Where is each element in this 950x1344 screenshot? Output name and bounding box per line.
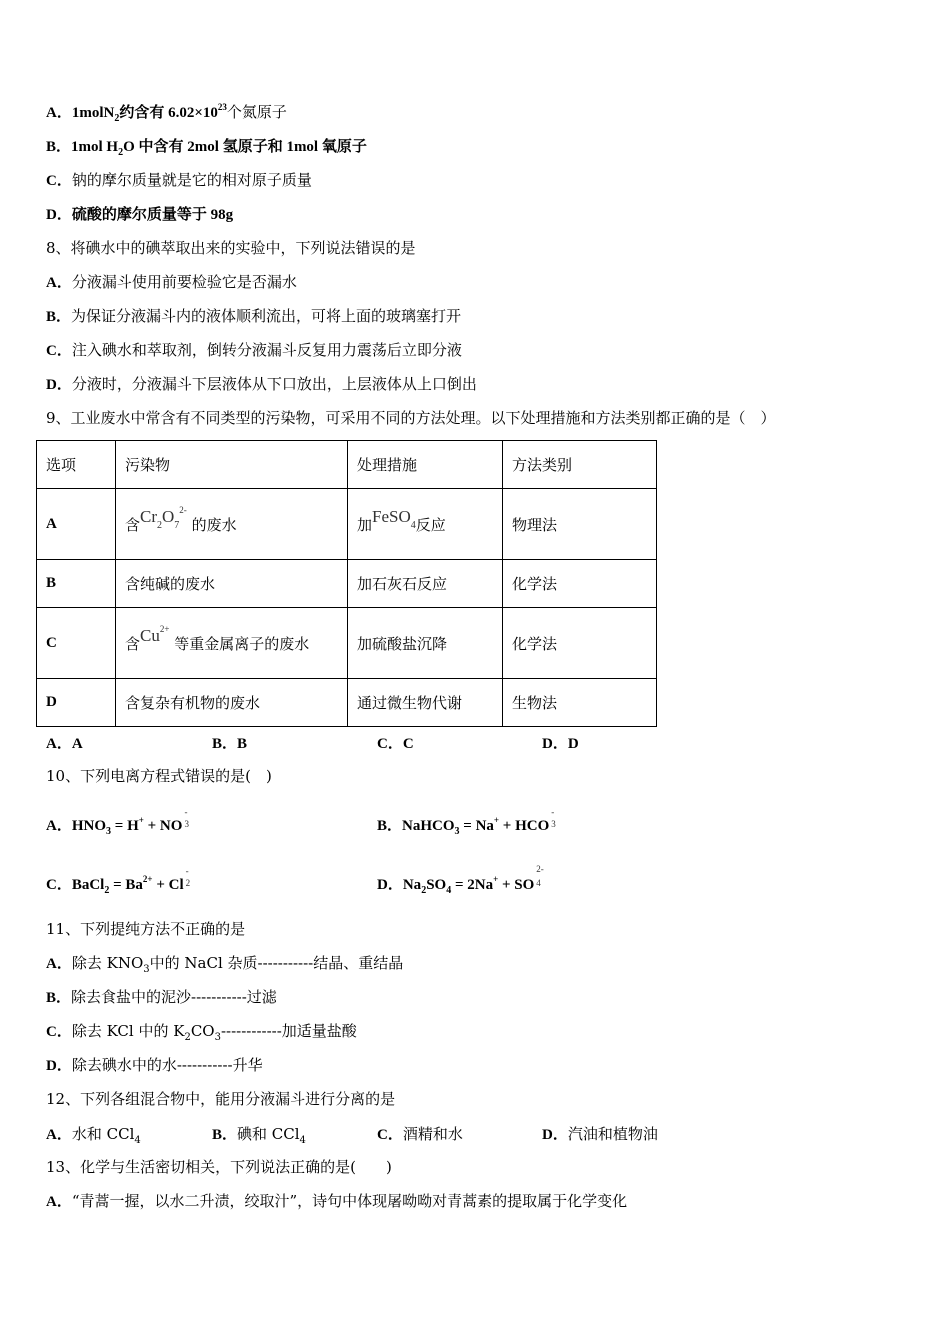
q9-option-c: C．C bbox=[377, 736, 414, 752]
q8-option-a: A．分液漏斗使用前要检验它是否漏水 bbox=[46, 273, 297, 291]
q10-option-a: A．$HNO_3 = H^+$ + NO - 3 bbox=[46, 807, 189, 837]
q10-option-b: B．NaHCO$_3$ = Na+ + HCO - 3 bbox=[377, 807, 556, 837]
method-cell: 物理法 bbox=[503, 489, 657, 560]
q10-option-c: C．BaCl$_2$ = $Ba^{2+} + Cl$ - 2 bbox=[46, 866, 191, 896]
pollutant-cell: 含$Cu^{2+}$ 等重金属离子的废水 bbox=[116, 608, 348, 679]
option-cell: C bbox=[37, 608, 116, 679]
treatment-cell: 通过微生物代谢 bbox=[348, 679, 503, 727]
q9-stem: 9、工业废水中常含有不同类型的污染物，可采用不同的方法处理。以下处理措施和方法类别都正确的是（ ） bbox=[46, 409, 776, 427]
q11-option-c: C．除去 KCl 中的 $K_2CO_3------------$加适量盐酸 bbox=[46, 1022, 357, 1043]
table-header-row bbox=[37, 441, 657, 489]
q10-stem: 10、下列电离方程式错误的是( ) bbox=[46, 767, 272, 785]
header-cell: 方法类别 bbox=[503, 441, 657, 489]
q8-option-d: D．分液时，分液漏斗下层液体从下口放出，上层液体从上口倒出 bbox=[46, 375, 477, 393]
header-cell: 污染物 bbox=[116, 441, 348, 489]
option-cell: B bbox=[37, 560, 116, 608]
q9-option-d: D．D bbox=[542, 736, 579, 752]
option-cell: D bbox=[37, 679, 116, 727]
method-cell: 化学法 bbox=[503, 560, 657, 608]
method-cell: 化学法 bbox=[503, 608, 657, 679]
treatment-cell: 加FeSO$_4$反应 bbox=[348, 489, 503, 560]
q7-option-a: A．1molN$_2$约含有 $6.02\times 10^{23}$个氮原子 bbox=[46, 102, 287, 124]
method-cell: 生物法 bbox=[503, 679, 657, 727]
table-row bbox=[37, 489, 657, 560]
q7-option-b: B．1mol $H_2O$ 中含有 2mol 氢原子和 1mol 氧原子 bbox=[46, 139, 367, 158]
q8-option-b: B．为保证分液漏斗内的液体顺利流出，可将上面的玻璃塞打开 bbox=[46, 307, 462, 325]
q12-option-b: B．碘和 CCl$_4$ bbox=[212, 1125, 306, 1146]
feso4-formula: FeSO$_4$ bbox=[372, 506, 416, 531]
treatment-cell: 加石灰石反应 bbox=[348, 560, 503, 608]
header-cell: 选项 bbox=[37, 441, 116, 489]
q12-option-c: C．酒精和水 bbox=[377, 1125, 463, 1143]
q11-stem: 11、下列提纯方法不正确的是 bbox=[46, 920, 246, 938]
q7-option-d: D．硫酸的摩尔质量等于 98g bbox=[46, 207, 234, 223]
q13-option-a: A．“青蒿一握，以水二升渍，绞取汁”，诗句中体现屠呦呦对青蒿素的提取属于化学变化 bbox=[46, 1192, 628, 1210]
q9-table bbox=[36, 440, 657, 727]
q13-stem: 13、化学与生活密切相关，下列说法正确的是( ) bbox=[46, 1158, 392, 1176]
q11-option-a: A．除去 $KNO_3$中的 NaCl 杂质-----------结晶、重结晶 bbox=[46, 954, 404, 975]
copper-ion: $Cu^{2+}$ bbox=[140, 623, 170, 645]
table-row bbox=[37, 679, 657, 727]
pollutant-cell: 含复杂有机物的废水 bbox=[116, 679, 348, 727]
q11-option-b: B．除去食盐中的泥沙-----------过滤 bbox=[46, 988, 277, 1006]
q8-option-c: C．注入碘水和萃取剂，倒转分液漏斗反复用力震荡后立即分液 bbox=[46, 341, 462, 359]
q12-option-a: A．水和 CCl$_4$ bbox=[46, 1125, 141, 1146]
pollutant-cell: 含纯碱的废水 bbox=[116, 560, 348, 608]
treatment-cell: 加硫酸盐沉降 bbox=[348, 608, 503, 679]
q9-option-a: A．A bbox=[46, 736, 83, 752]
q12-option-d: D．汽油和植物油 bbox=[542, 1125, 658, 1143]
header-cell: 处理措施 bbox=[348, 441, 503, 489]
q12-stem: 12、下列各组混合物中，能用分液漏斗进行分离的是 bbox=[46, 1090, 396, 1108]
option-cell: A bbox=[37, 489, 116, 560]
q7-option-c: C．钠的摩尔质量就是它的相对原子质量 bbox=[46, 171, 312, 189]
q10-option-d: D．$Na_2SO_4 = 2Na^+$ + SO 2- 4 bbox=[377, 864, 544, 896]
q9-option-b: B．B bbox=[212, 736, 248, 752]
table-row bbox=[37, 560, 657, 608]
dichromate-ion: $Cr_2O_7^{2-}$ bbox=[140, 504, 187, 531]
pollutant-cell: 含$Cr_2O_7^{2-}$ 的废水 bbox=[116, 489, 348, 560]
q11-option-d: D．除去碘水中的水-----------升华 bbox=[46, 1056, 263, 1074]
q8-stem: 8、将碘水中的碘萃取出来的实验中，下列说法错误的是 bbox=[46, 239, 416, 257]
table-row bbox=[37, 608, 657, 679]
